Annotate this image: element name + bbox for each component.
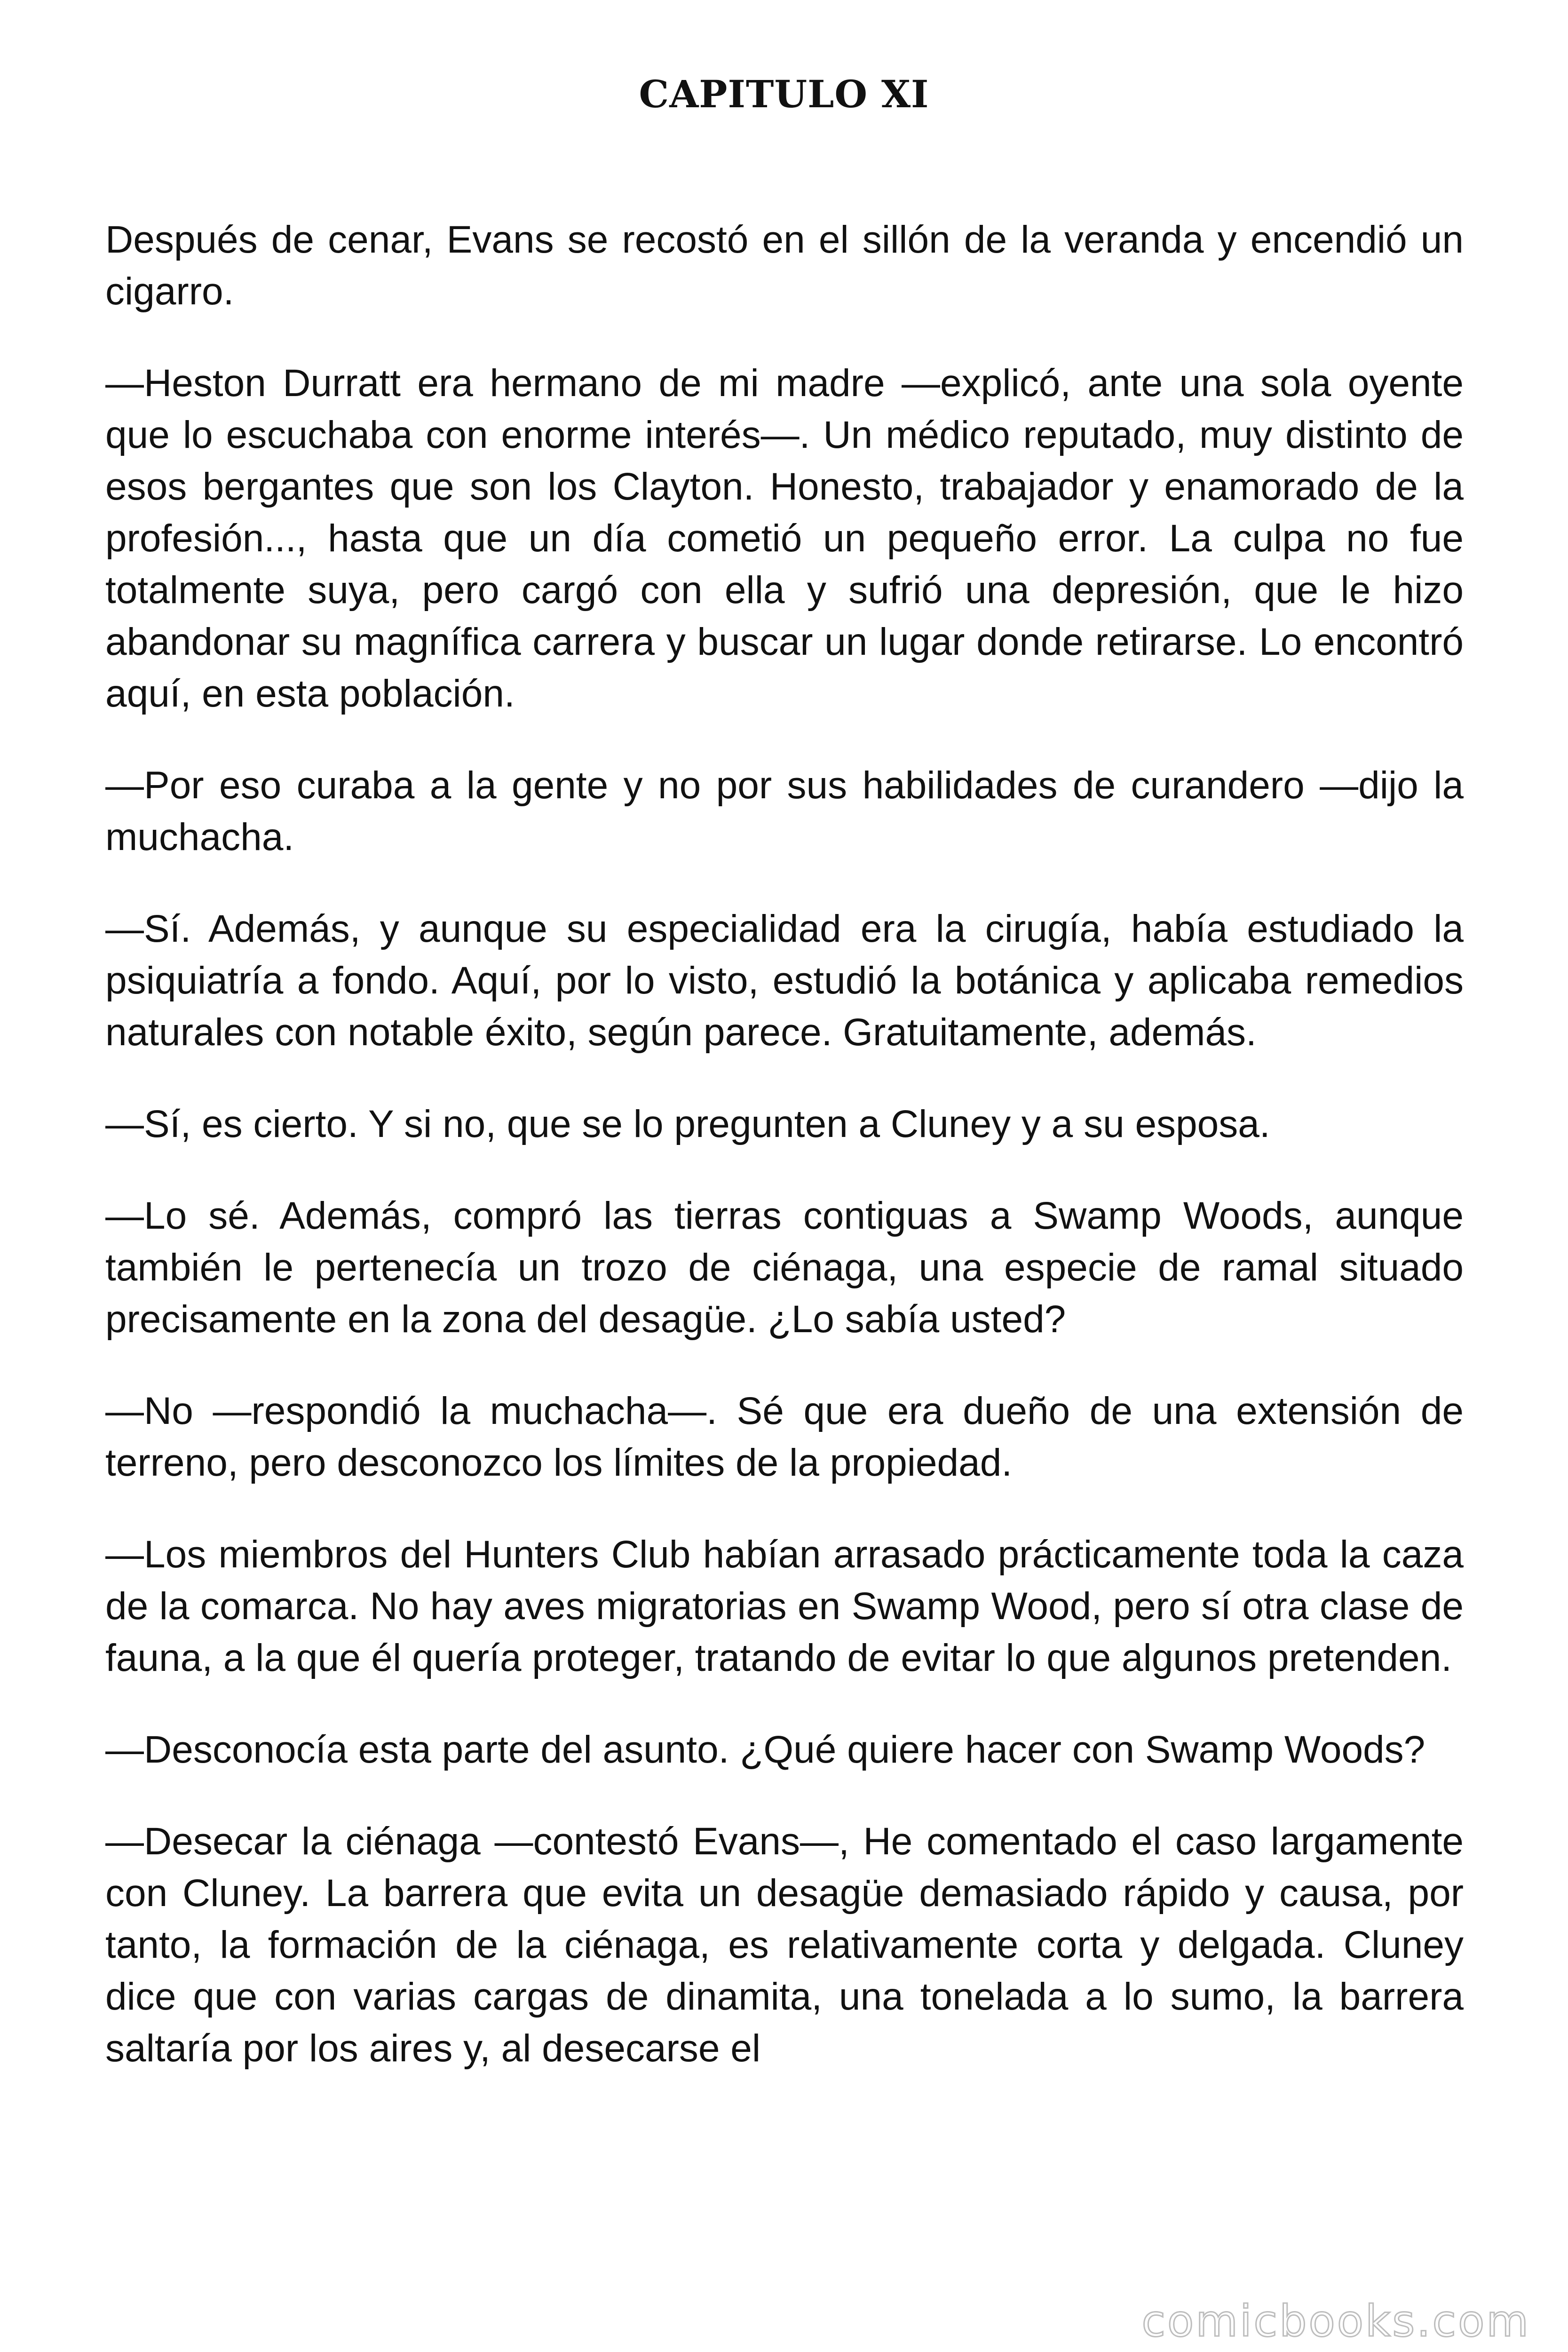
paragraph: —Desconocía esta parte del asunto. ¿Qué quiere hacer con Swamp Woods? [105, 1728, 1425, 1771]
paragraph: —Por eso curaba a la gente y no por sus habilidades de curandero —dijo la muchacha. [105, 764, 1464, 858]
chapter-title: CAPITULO XI [639, 72, 929, 116]
paragraph: —Heston Durratt era hermano de mi madre —explicó, ante una sola oyente que lo escuchaba con enorme interés—. Un médico reputado, muy distinto de esos bergantes que son los Clayton. Honesto, trabajador y enamorado de la profesión..., hasta que un día cometió un pequeño error. La culpa no fue totalmente suya, pero cargó con ella y sufrió una depresión, que le hizo abandonar su magnífica carrera y buscar un lugar donde retirarse. Lo encontró aquí, en esta población. [105, 362, 1464, 715]
paragraph: —Lo sé. Además, compró las tierras contiguas a Swamp Woods, aunque también le pertenecía un trozo de ciénaga, una especie de ramal situado precisamente en la zona del desagüe. ¿Lo sabía usted? [105, 1194, 1464, 1341]
chapter-text [105, 214, 1464, 2114]
paragraph: —Sí, es cierto. Y si no, que se lo pregunten a Cluney y a su esposa. [105, 1103, 1270, 1145]
watermark: comicbooks.com [1141, 2296, 1530, 2346]
paragraph: —Desecar la ciénaga —contestó Evans—, He comentado el caso largamente con Cluney. La barrera que evita un desagüe demasiado rápido y causa, por tanto, la formación de la ciénaga, es relativamente corta y delgada. Cluney dice que con varias cargas de dinamita, una tonelada a lo sumo, la barrera saltaría por los aires y, al desecarse el [105, 1820, 1464, 2070]
paragraph: —No —respondió la muchacha—. Sé que era dueño de una extensión de terreno, pero desconozco los límites de la propiedad. [105, 1390, 1464, 1484]
paragraph: —Sí. Además, y aunque su especialidad era la cirugía, había estudiado la psiquiatría a fondo. Aquí, por lo visto, estudió la botánica y aplicaba remedios naturales con notable éxito, según parece. Gratuitamente, además. [105, 907, 1464, 1054]
paragraph: —Los miembros del Hunters Club habían arrasado prácticamente toda la caza de la comarca. No hay aves migratorias en Swamp Wood, pero sí otra clase de fauna, a la que él quería proteger, tratando de evitar lo que algunos pretenden. [105, 1533, 1464, 1679]
paragraph: Después de cenar, Evans se recostó en el sillón de la veranda y encendió un cigarro. [105, 218, 1464, 313]
